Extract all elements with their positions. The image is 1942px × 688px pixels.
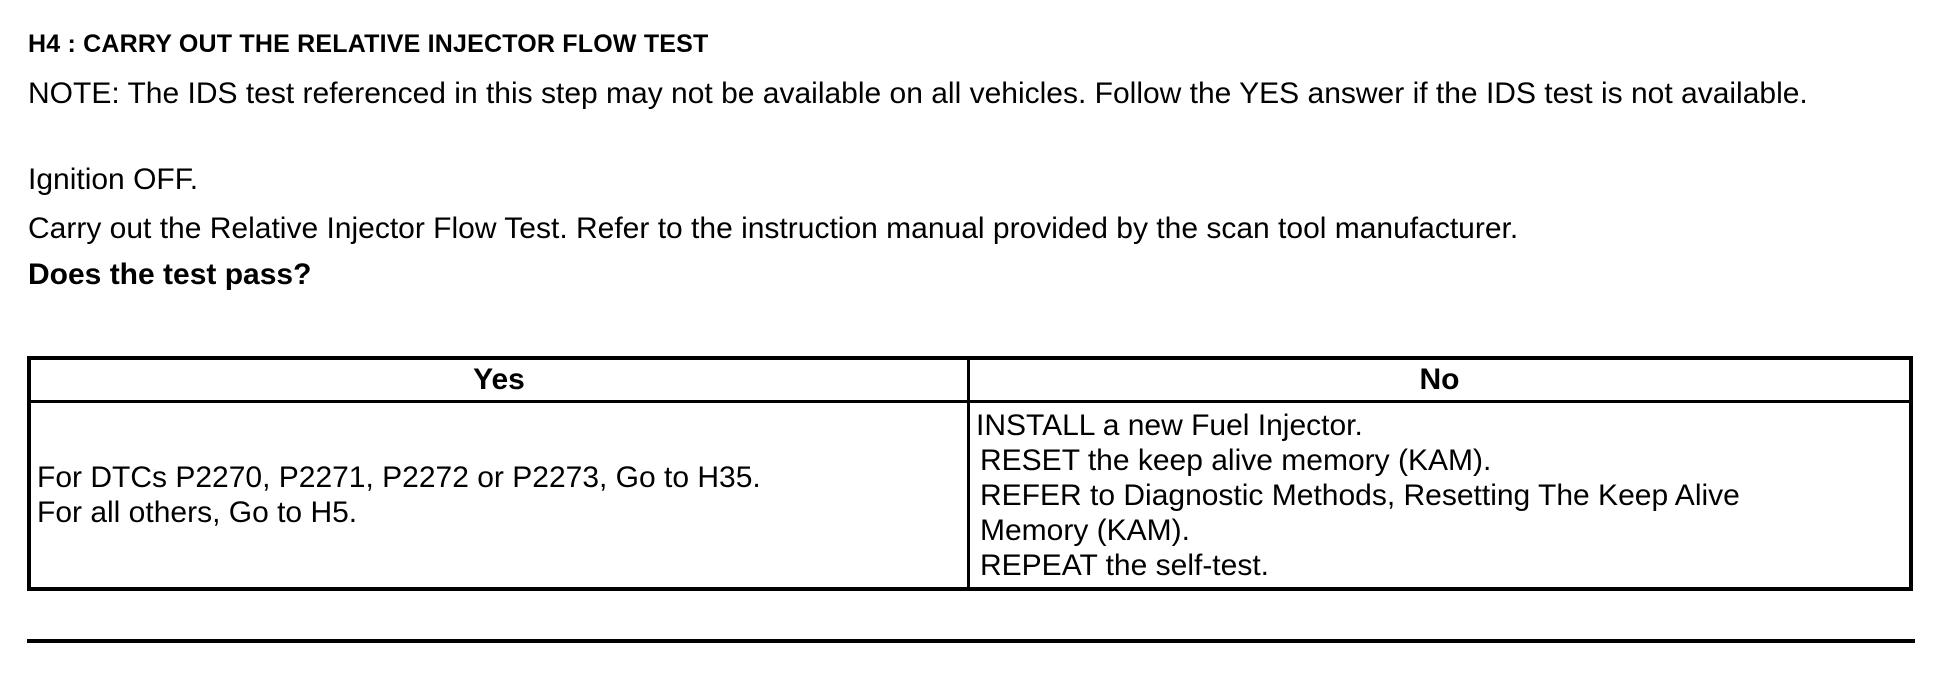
- result-table: [27, 356, 1913, 591]
- no-cell: [969, 402, 1912, 590]
- no-line-refer: REFER to Diagnostic Methods, Resetting The Keep Alive: [980, 478, 1740, 512]
- instruction-ignition-off: Ignition OFF.: [28, 163, 199, 196]
- no-line-reset: RESET the keep alive memory (KAM).: [980, 443, 1492, 477]
- table-row: [29, 402, 1911, 590]
- yes-cell: [29, 402, 969, 590]
- no-line-install: INSTALL a new Fuel Injector.: [976, 408, 1363, 442]
- no-line-repeat: REPEAT the self-test.: [980, 548, 1269, 582]
- no-line-memory: Memory (KAM).: [980, 513, 1190, 547]
- yes-line-dtc: For DTCs P2270, P2271, P2272 or P2273, Go to H35.: [37, 461, 761, 494]
- test-question: Does the test pass?: [28, 258, 312, 291]
- instruction-carry-out-test: Carry out the Relative Injector Flow Test. Refer to the instruction manual provided by the scan tool manufacturer.: [28, 212, 1519, 245]
- bottom-divider: [27, 639, 1915, 643]
- header-yes: Yes: [29, 358, 969, 402]
- yes-line-others: For all others, Go to H5.: [37, 496, 358, 529]
- header-no: No: [969, 358, 1912, 402]
- note-text: NOTE: The IDS test referenced in this step may not be available on all vehicles. Follow the YES answer if the IDS test is not available.: [28, 77, 1808, 110]
- table-header-row: [29, 358, 1911, 402]
- step-heading: H4 : CARRY OUT THE RELATIVE INJECTOR FLOW TEST: [28, 30, 709, 58]
